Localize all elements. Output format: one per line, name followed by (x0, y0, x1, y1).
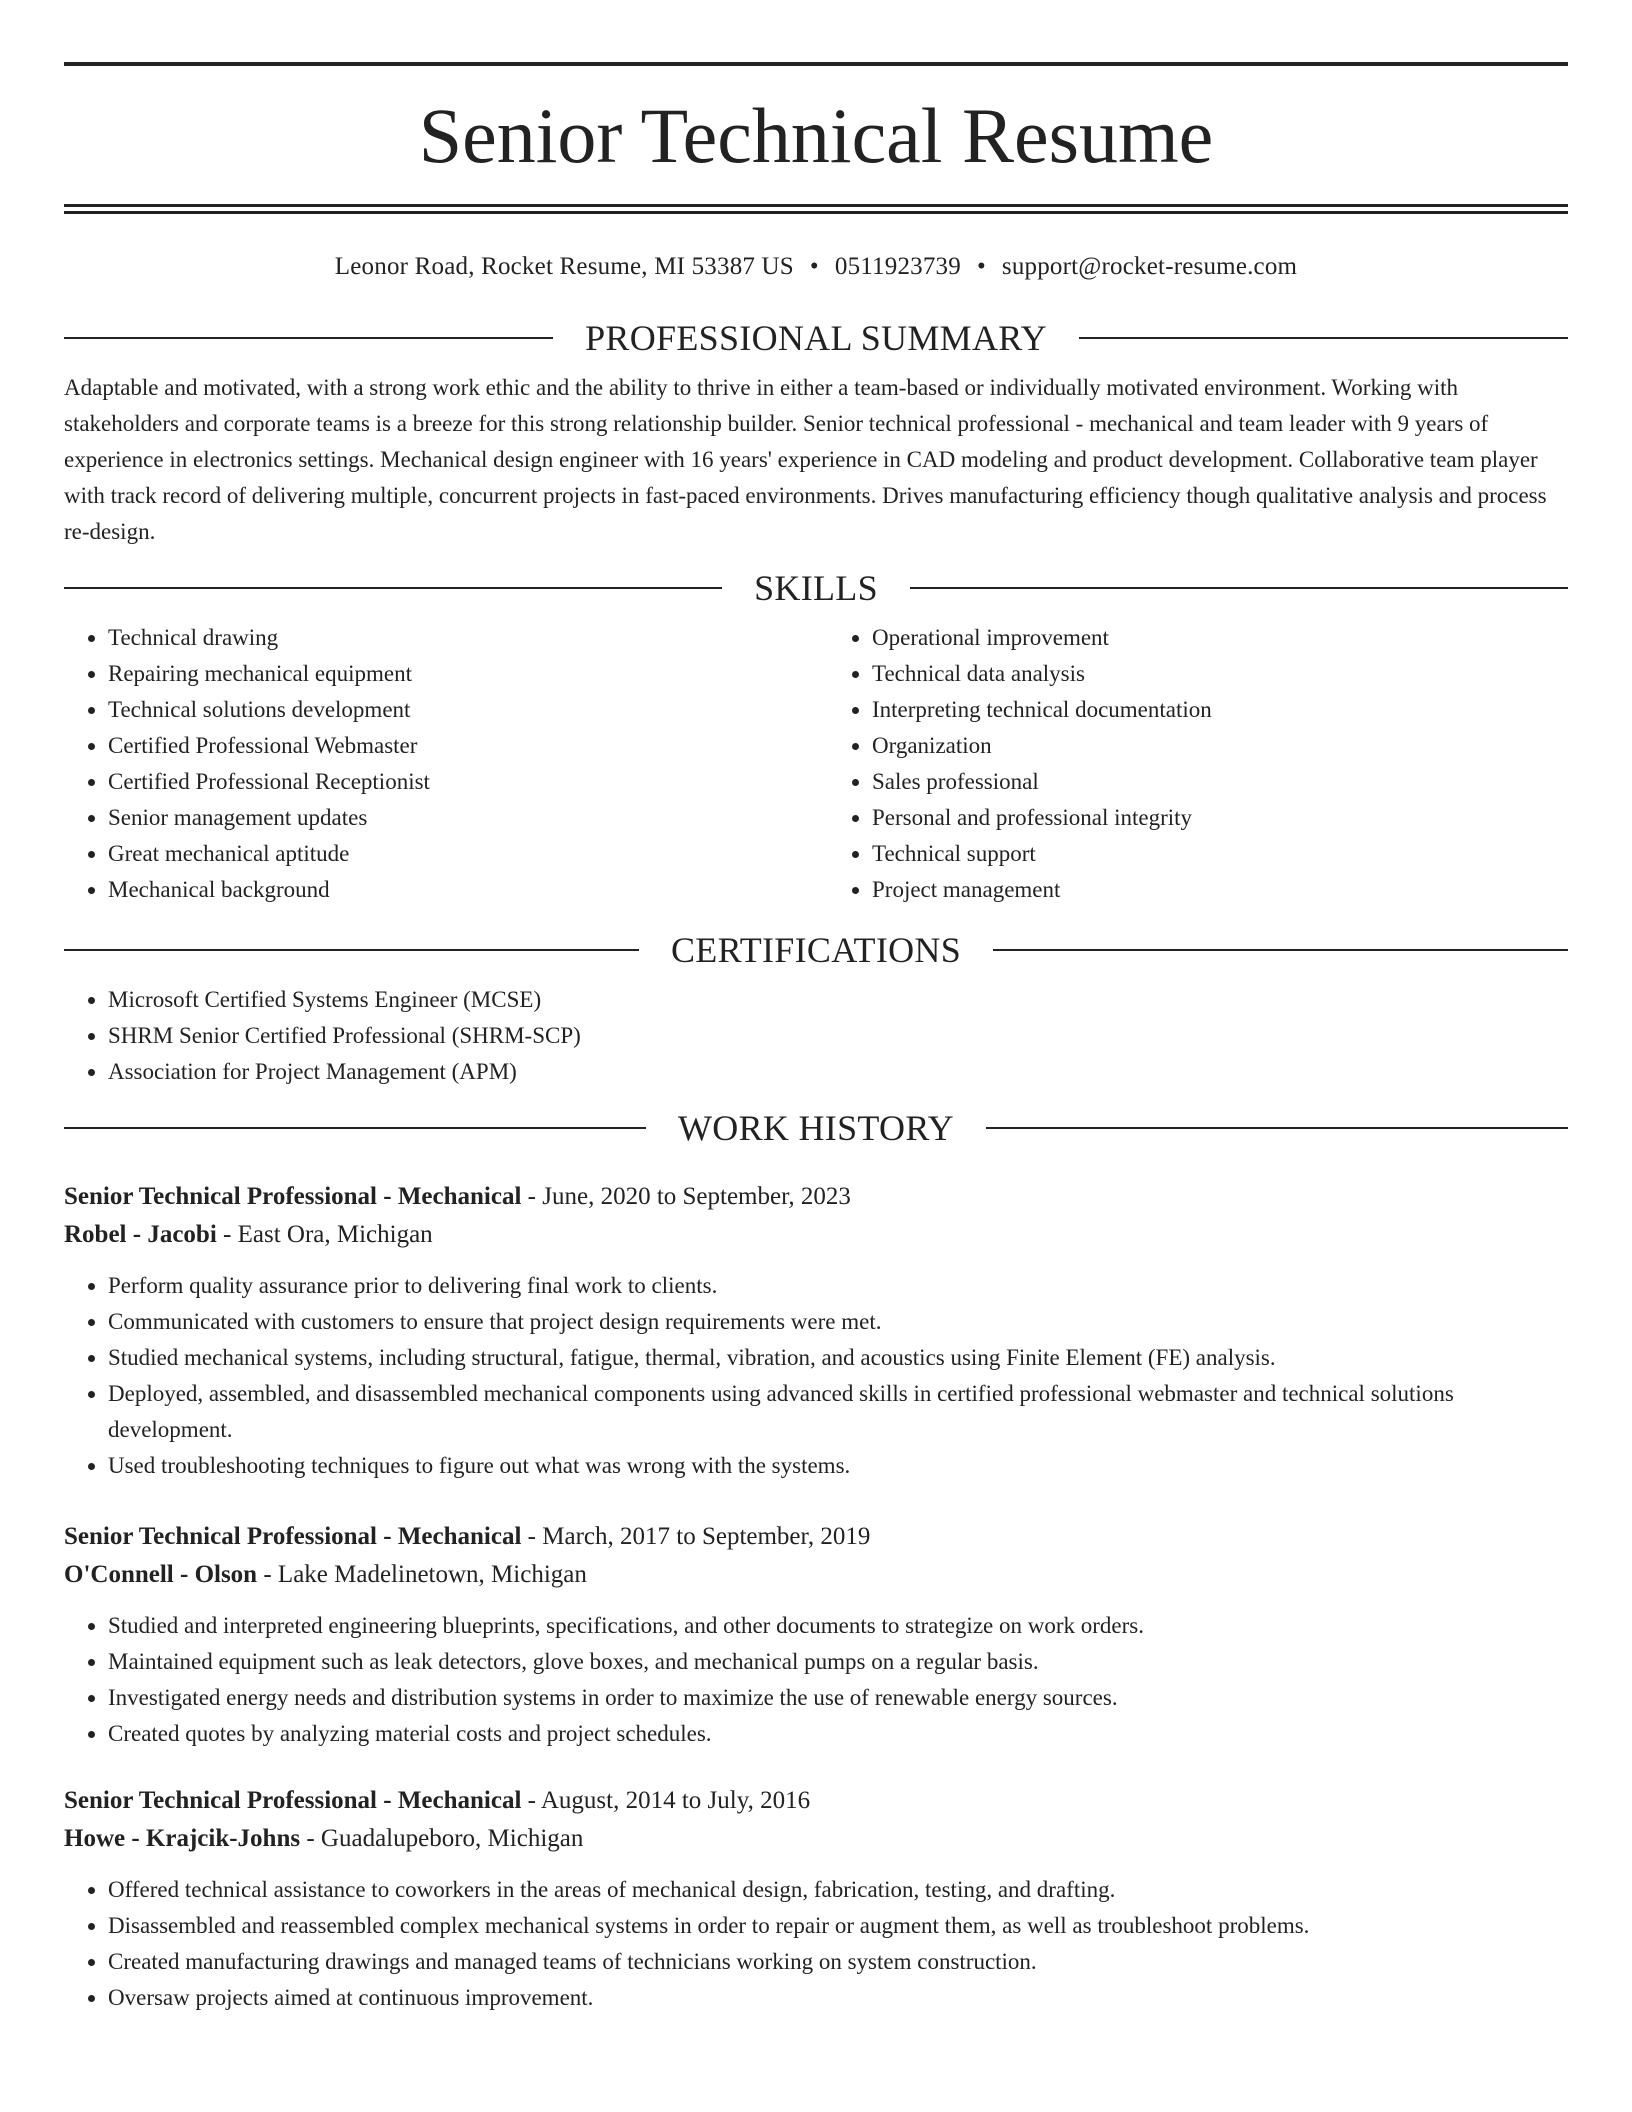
list-item: • Technical drawing (108, 620, 816, 656)
section-heading-certifications (64, 930, 1568, 970)
list-item: • Created manufacturing drawings and managed teams of technicians working on system construction. (108, 1944, 1568, 1980)
list-item: • Sales professional (872, 764, 1568, 800)
skills-column-right (816, 620, 1568, 908)
list-item: • Technical solutions development (108, 692, 816, 728)
job-title: Senior Technical Professional - Mechanical (64, 1787, 522, 1814)
job-entry (64, 1518, 1568, 1752)
list-item: • Deployed, assembled, and disassembled mechanical components using advanced skills in certified professional webmaster and technical solutions development. (108, 1376, 1568, 1448)
list-item: • Association for Project Management (APM) (108, 1054, 1568, 1090)
job-title: Senior Technical Professional - Mechanical (64, 1523, 522, 1550)
section-title: CERTIFICATIONS (670, 930, 962, 970)
heading-rule (986, 1127, 1568, 1129)
job-entry (64, 1782, 1568, 2016)
list-item: • Personal and professional integrity (872, 800, 1568, 836)
job-title-line (64, 1782, 1568, 1820)
list-item: • SHRM Senior Certified Professional (SHRM-SCP) (108, 1018, 1568, 1054)
job-bullets (64, 1872, 1568, 2016)
list-item: • Oversaw projects aimed at continuous improvement. (108, 1980, 1568, 2016)
list-item: • Communicated with customers to ensure that project design requirements were met. (108, 1304, 1568, 1340)
job-title: Senior Technical Professional - Mechanical (64, 1183, 522, 1210)
list-item: • Technical data analysis (872, 656, 1568, 692)
job-entry (64, 1178, 1568, 1484)
list-item: • Microsoft Certified Systems Engineer (MCSE) (108, 982, 1568, 1018)
list-item: • Studied mechanical systems, including structural, fatigue, thermal, vibration, and acoustics using Finite Element (FE) analysis. (108, 1340, 1568, 1376)
job-bullets (64, 1268, 1568, 1484)
list-item: • Perform quality assurance prior to delivering final work to clients. (108, 1268, 1568, 1304)
job-title-line (64, 1178, 1568, 1216)
contact-address: Leonor Road, Rocket Resume, MI 53387 US (334, 253, 794, 280)
section-heading-summary (64, 318, 1568, 358)
resume-title: Senior Technical Resume (418, 92, 1214, 179)
list-item: • Used troubleshooting techniques to figure out what was wrong with the systems. (108, 1448, 1568, 1484)
job-location: - Lake Madelinetown, Michigan (257, 1561, 587, 1588)
section-heading-skills (64, 568, 1568, 608)
job-company-line (64, 1820, 1568, 1858)
job-bullets (64, 1608, 1568, 1752)
list-item: • Created quotes by analyzing material costs and project schedules. (108, 1716, 1568, 1752)
work-history-list (64, 1178, 1568, 2016)
list-item: • Repairing mechanical equipment (108, 656, 816, 692)
heading-rule (993, 949, 1568, 951)
job-dates: - March, 2017 to September, 2019 (521, 1523, 871, 1550)
list-item: • Operational improvement (872, 620, 1568, 656)
contact-separator: • (809, 253, 819, 280)
list-item: • Studied and interpreted engineering blueprints, specifications, and other documents to strategize on work orders. (108, 1608, 1568, 1644)
contact-phone: 0511923739 (834, 253, 961, 280)
section-title: PROFESSIONAL SUMMARY (585, 318, 1047, 358)
title-double-rule (64, 204, 1568, 214)
job-company: Robel - Jacobi (64, 1221, 217, 1248)
list-item: • Disassembled and reassembled complex mechanical systems in order to repair or augment them, as well as troubleshoot problems. (108, 1908, 1568, 1944)
list-item: • Project management (872, 872, 1568, 908)
job-company: O'Connell - Olson (64, 1561, 258, 1588)
heading-rule (64, 949, 639, 951)
list-item: • Technical support (872, 836, 1568, 872)
list-item: • Interpreting technical documentation (872, 692, 1568, 728)
list-item: • Organization (872, 728, 1568, 764)
list-item: • Maintained equipment such as leak detectors, glove boxes, and mechanical pumps on a regular basis. (108, 1644, 1568, 1680)
section-title: SKILLS (754, 568, 878, 608)
job-title-line (64, 1518, 1568, 1556)
job-location: - East Ora, Michigan (216, 1221, 433, 1248)
section-heading-work-history (64, 1108, 1568, 1148)
summary-text: Adaptable and motivated, with a strong work ethic and the ability to thrive in either a team-based or individually motivated environment. Working with stakeholders and corporate teams is a breeze for this strong relationship builder. Senior technical professional - mechanical and team leader with 9 years of experience in electronics settings. Mechanical design engineer with 16 years' experience in CAD modeling and product development. Collaborative team player with track record of delivering multiple, concurrent projects in fast-paced environments. Drives manufacturing efficiency though qualitative analysis and process re-design. (64, 375, 1547, 544)
list-item: • Investigated energy needs and distribution systems in order to maximize the use of renewable energy sources. (108, 1680, 1568, 1716)
certifications-list (64, 982, 1568, 1090)
job-dates: - June, 2020 to September, 2023 (521, 1183, 851, 1210)
heading-rule (64, 1127, 646, 1129)
contact-separator: • (976, 253, 986, 280)
section-title: WORK HISTORY (678, 1108, 954, 1148)
heading-rule (64, 587, 722, 589)
list-item: • Mechanical background (108, 872, 816, 908)
job-company-line (64, 1556, 1568, 1594)
job-dates: - August, 2014 to July, 2016 (521, 1787, 811, 1814)
list-item: • Certified Professional Receptionist (108, 764, 816, 800)
job-company-line (64, 1216, 1568, 1254)
list-item: • Great mechanical aptitude (108, 836, 816, 872)
contact-line (64, 252, 1568, 282)
heading-rule (1079, 337, 1568, 339)
list-item: • Offered technical assistance to coworkers in the areas of mechanical design, fabrication, testing, and drafting. (108, 1872, 1568, 1908)
list-item: • Certified Professional Webmaster (108, 728, 816, 764)
heading-rule (64, 337, 553, 339)
skills-column-left (64, 620, 816, 908)
contact-email: support@rocket-resume.com (1001, 253, 1298, 280)
job-location: - Guadalupeboro, Michigan (300, 1825, 584, 1852)
job-company: Howe - Krajcik-Johns (64, 1825, 301, 1852)
top-rule (64, 62, 1568, 66)
skills-list (64, 620, 1568, 908)
heading-rule (910, 587, 1568, 589)
list-item: • Senior management updates (108, 800, 816, 836)
